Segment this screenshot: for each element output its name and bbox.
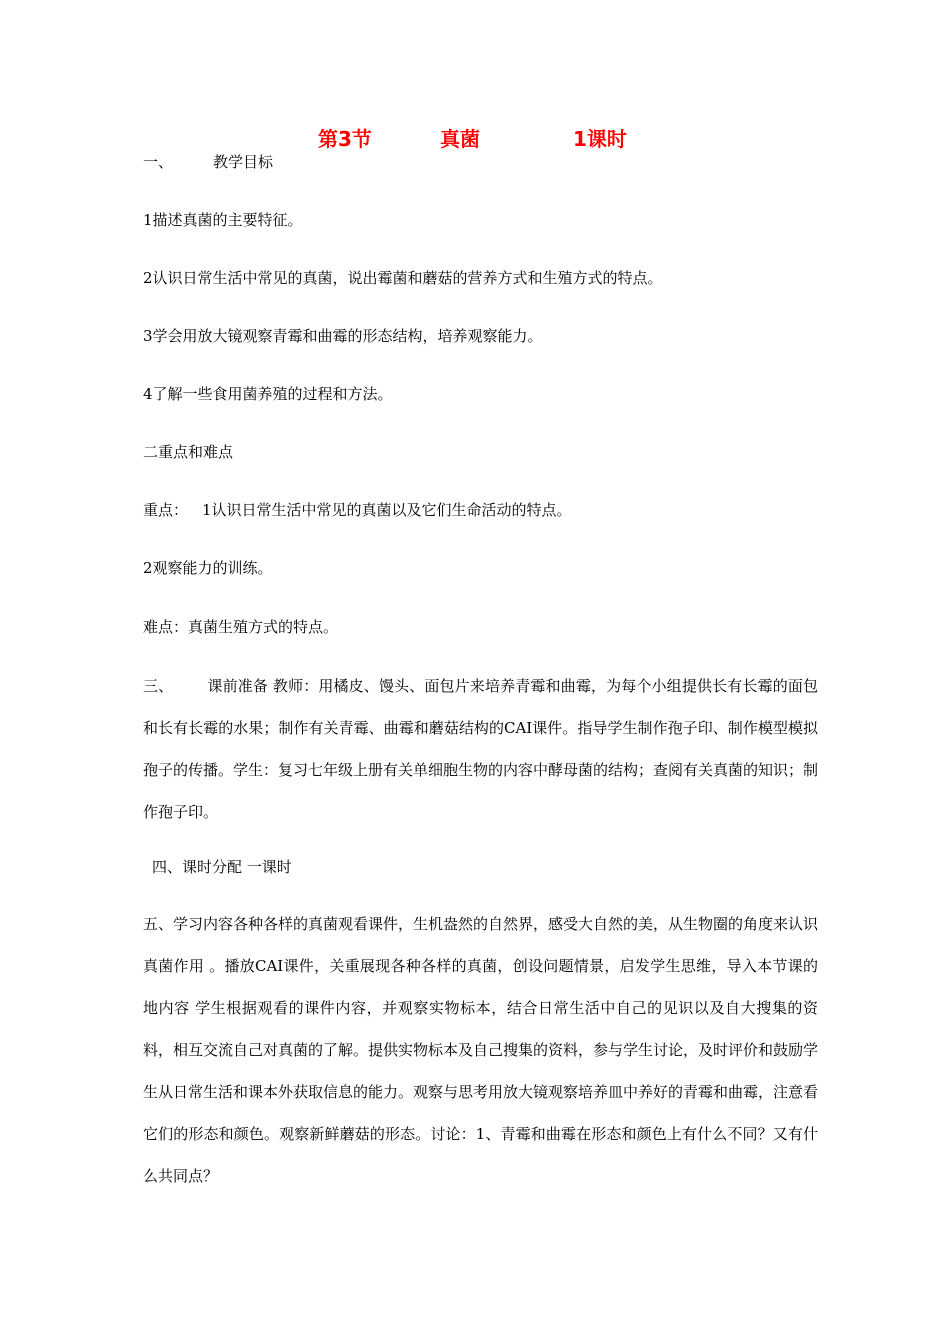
key-point-item-2: 2观察能力的训练。 (143, 559, 273, 577)
section2-heading: 二重点和难点 (143, 443, 234, 461)
title-section-number: 第3节 (318, 127, 372, 151)
objective-item-2: 2认识日常生活中常见的真菌，说出霉菌和蘑菇的营养方式和生殖方式的特点。 (143, 269, 663, 287)
section1-heading-number: 一、 (143, 153, 174, 171)
key-point (143, 500, 572, 520)
objective-item-1: 1描述真菌的主要特征。 (143, 211, 303, 229)
objective-item-3: 3学会用放大镜观察青霉和曲霉的形态结构，培养观察能力。 (143, 327, 543, 345)
key-point-label: 重点： (143, 501, 189, 519)
section1-heading-text: 教学目标 (213, 153, 274, 171)
section1-heading (143, 152, 273, 172)
document-title (0, 123, 950, 153)
section3-text: 课前准备 教师：用橘皮、馒头、面包片来培养青霉和曲霉，为每个小组提供长有长霉的面包和长有长霉的水果；制作有关青霉、曲霉和蘑菇结构的CAI课件。指导学生制作孢子印、制作模型模拟孢子的传播。学生：复习七年级上册有关单细胞生物的内容中酵母菌的结构；查阅有关真菌的知识；制作孢子印。 (143, 677, 819, 821)
objective-item-4: 4了解一些食用菌养殖的过程和方法。 (143, 385, 393, 403)
difficulty-point: 难点：真菌生殖方式的特点。 (143, 618, 339, 636)
key-point-text: 1认识日常生活中常见的真菌以及它们生命活动的特点。 (202, 501, 572, 519)
section4-line: 四、课时分配 一课时 (152, 858, 292, 876)
title-topic: 真菌 (440, 127, 480, 151)
title-lesson-count: 1课时 (573, 127, 627, 151)
section3-heading-number: 三、 (143, 677, 174, 695)
section3-paragraph (143, 665, 818, 833)
section5-paragraph: 五、学习内容各种各样的真菌观看课件，生机盎然的自然界，感受大自然的美，从生物圈的角度来认识真菌作用 。播放CAI课件，关重展现各种各样的真菌，创设问题情景，启发学生思维，导入本节课的地内容 学生根据观看的课件内容，并观察实物标本，结合日常生活中自己的见识以及自大搜集的资料，相互交流自己对真菌的了解。提供实物标本及自己搜集的资料，参与学生讨论，及时评价和鼓励学生从日常生活和课本外获取信息的能力。观察与思考用放大镜观察培养皿中养好的青霉和曲霉，注意看它们的形态和颜色。观察新鲜蘑菇的形态。讨论：1、青霉和曲霉在形态和颜色上有什么不同？又有什么共同点？ (143, 915, 819, 1185)
